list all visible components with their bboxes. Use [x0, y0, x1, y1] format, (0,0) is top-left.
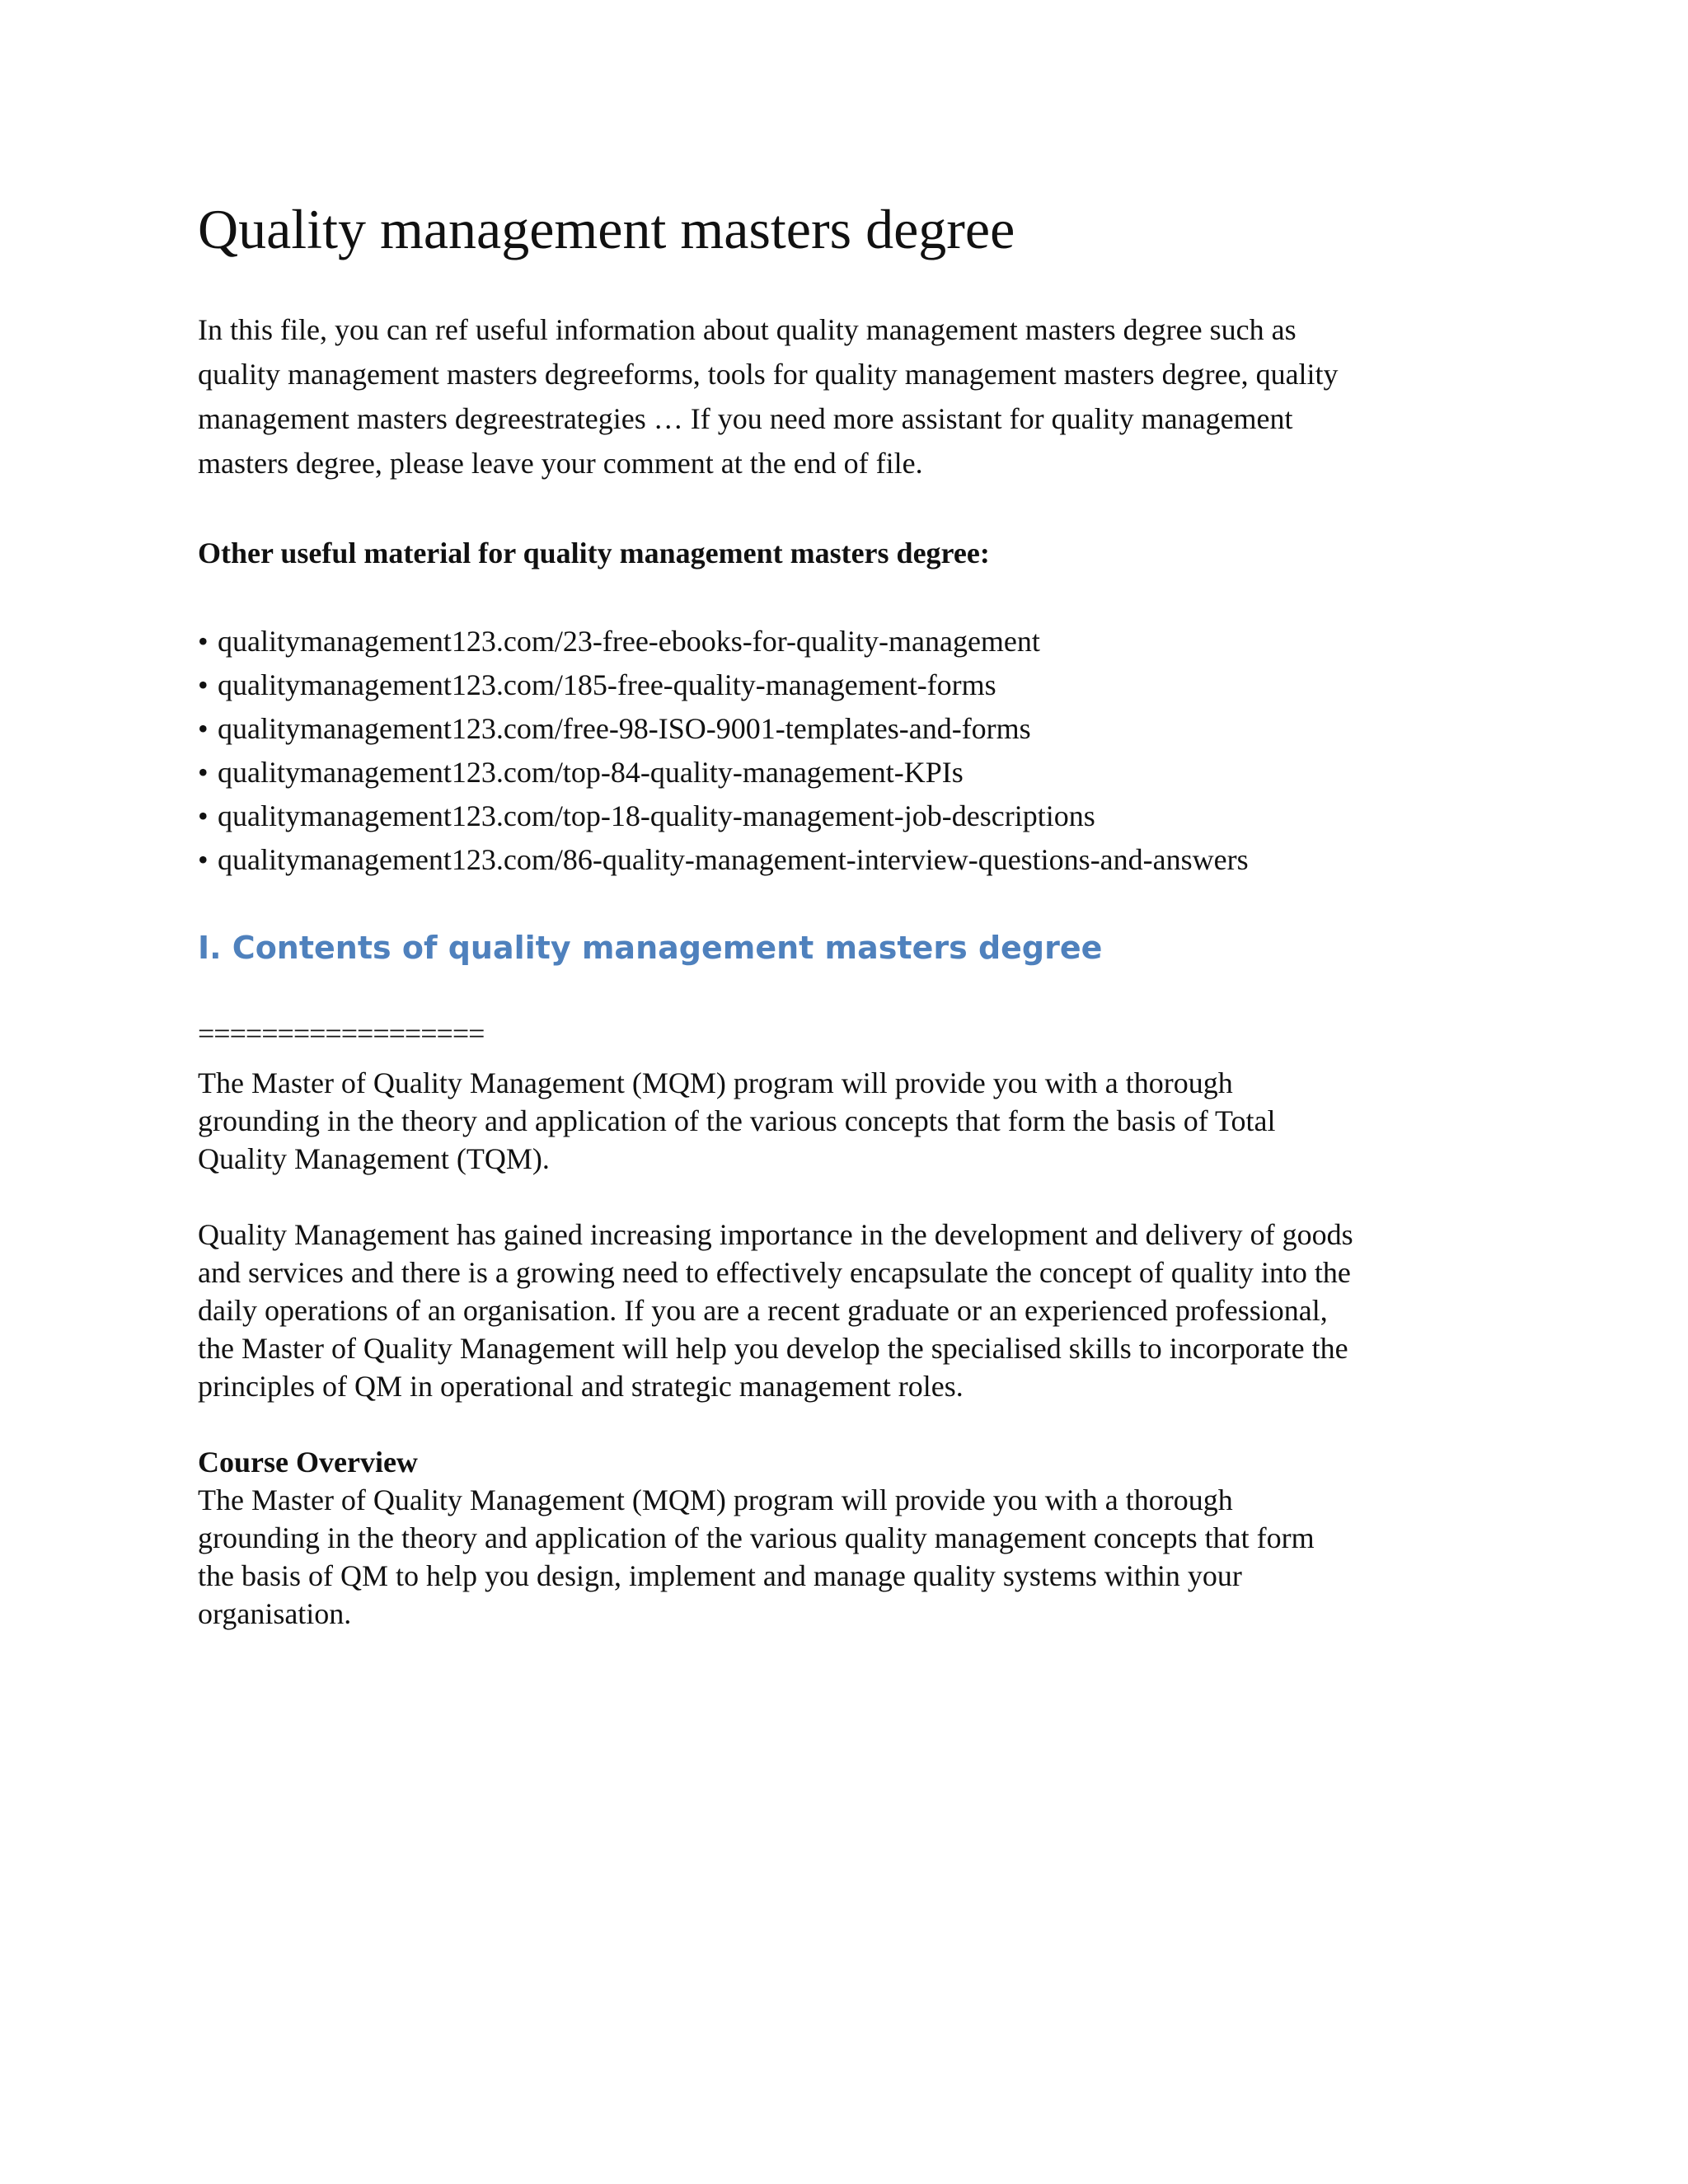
paragraph-line: the basis of QM to help you design, implement and manage quality systems within your	[198, 1559, 1242, 1592]
paragraph-line: Quality Management has gained increasing importance in the development and delivery of goods	[198, 1218, 1353, 1251]
link-text[interactable]: qualitymanagement123.com/top-84-quality-management-KPIs	[218, 756, 964, 789]
bullet-icon: •	[198, 843, 209, 876]
other-material-heading: Other useful material for quality management masters degree:	[198, 537, 990, 569]
paragraph-mqm-program	[198, 1064, 1517, 1178]
bullet-icon: •	[198, 756, 209, 789]
useful-links-list	[198, 620, 1249, 882]
link-text[interactable]: qualitymanagement123.com/free-98-ISO-9001-templates-and-forms	[218, 712, 1031, 745]
bullet-icon: •	[198, 799, 209, 832]
divider-line: ==================	[198, 1017, 485, 1050]
paragraph-line: principles of QM in operational and strategic management roles.	[198, 1370, 964, 1403]
link-text[interactable]: qualitymanagement123.com/185-free-quality-management-forms	[218, 668, 996, 701]
list-item[interactable]	[198, 707, 1249, 751]
link-text[interactable]: qualitymanagement123.com/23-free-ebooks-for-quality-management	[218, 625, 1040, 658]
intro-line: In this file, you can ref useful information about quality management masters degree such as	[198, 313, 1296, 346]
bullet-icon: •	[198, 668, 209, 701]
link-text[interactable]: qualitymanagement123.com/top-18-quality-management-job-descriptions	[218, 799, 1095, 832]
intro-line: quality management masters degreeforms, tools for quality management masters degree, quality	[198, 358, 1339, 391]
list-item[interactable]	[198, 838, 1249, 882]
document-title: Quality management masters degree	[198, 198, 1015, 260]
paragraph-line: grounding in the theory and application of the various concepts that form the basis of Total	[198, 1104, 1276, 1137]
paragraph-line: The Master of Quality Management (MQM) program will provide you with a thorough	[198, 1483, 1233, 1516]
paragraph-line: organisation.	[198, 1597, 352, 1630]
paragraph-line: daily operations of an organisation. If you are a recent graduate or an experienced professional,	[198, 1294, 1328, 1327]
paragraph-line: grounding in the theory and application of the various quality management concepts that form	[198, 1521, 1315, 1554]
link-text[interactable]: qualitymanagement123.com/86-quality-management-interview-questions-and-answers	[218, 843, 1249, 876]
list-item[interactable]	[198, 620, 1249, 663]
paragraph-line: The Master of Quality Management (MQM) program will provide you with a thorough	[198, 1066, 1233, 1099]
list-item[interactable]	[198, 663, 1249, 707]
paragraph-line: Quality Management (TQM).	[198, 1142, 550, 1175]
course-overview-heading: Course Overview	[198, 1446, 418, 1479]
paragraph-quality-management	[198, 1216, 1517, 1405]
list-item[interactable]	[198, 751, 1249, 794]
intro-line: masters degree, please leave your comment at the end of file.	[198, 447, 923, 480]
intro-paragraph	[198, 307, 1484, 485]
section-heading: I. Contents of quality management masters degree	[198, 930, 1103, 966]
paragraph-line: the Master of Quality Management will help you develop the specialised skills to incorporate the	[198, 1332, 1348, 1365]
paragraph-course-overview	[198, 1481, 1517, 1633]
list-item[interactable]	[198, 794, 1249, 838]
bullet-icon: •	[198, 712, 209, 745]
paragraph-line: and services and there is a growing need to effectively encapsulate the concept of quality into the	[198, 1256, 1351, 1289]
bullet-icon: •	[198, 625, 209, 658]
intro-line: management masters degreestrategies … If you need more assistant for quality management	[198, 402, 1293, 435]
